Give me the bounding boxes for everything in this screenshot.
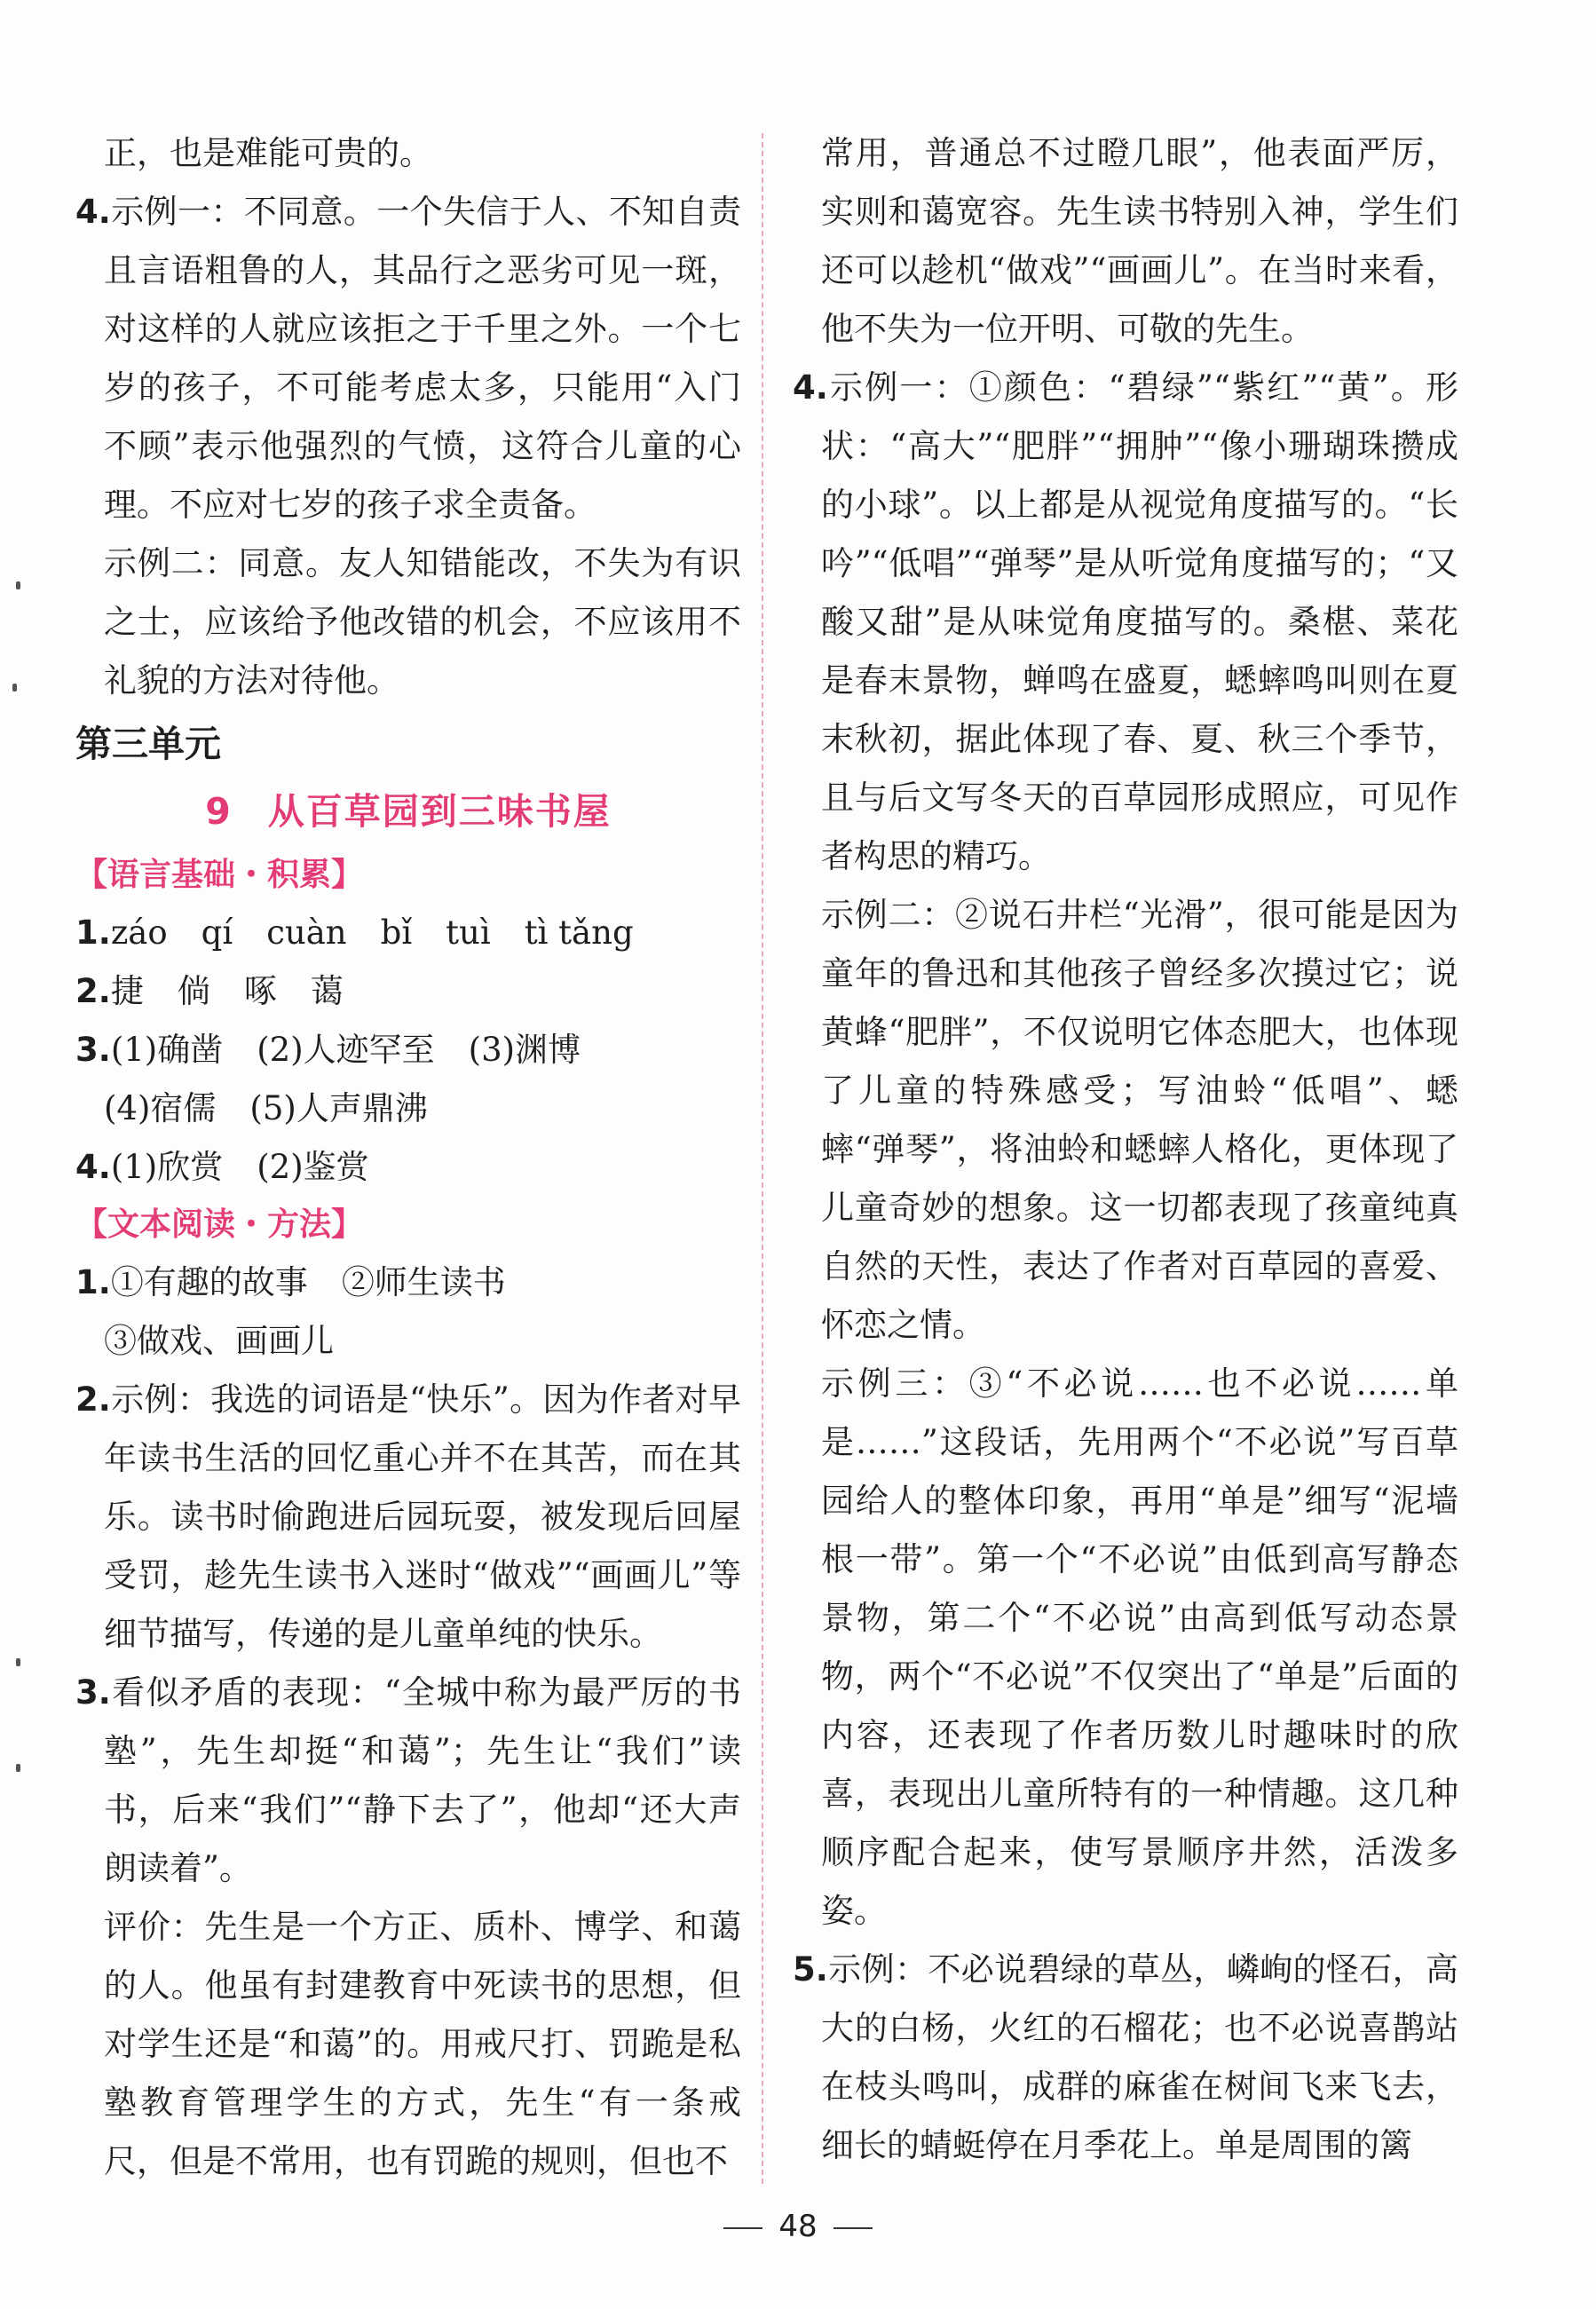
answer-number: 4. (793, 368, 828, 407)
page-number: 48 (778, 2209, 818, 2244)
reading-answer-3 (75, 1664, 741, 1898)
continued-answer-line: 正，也是难能可贵的。 (104, 134, 432, 172)
word-item: (3)渊博 (468, 1031, 581, 1069)
reading-answer-1-line-2: ③做戏、画画儿 (104, 1322, 334, 1360)
pinyin-item: cuàn (266, 913, 347, 952)
answer-text: 示例：我选的词语是“快乐”。因为作者对早年读书生活的回忆重心并不在其苦，而在其乐。读书时偷跑进后园玩耍，被发现后回屋受罚，趁先生读书入迷时“做戏”“画画儿”等细节描写，传递的是儿童单纯的快乐。 (104, 1380, 741, 1653)
reading-answer-2 (75, 1371, 741, 1664)
word-item: (4)宿儒 (104, 1089, 217, 1127)
basics-answer-2 (75, 962, 741, 1021)
reading-answer-1 (75, 1253, 741, 1312)
reading-answer-3-continued: 常用，普通总不过瞪几眼”，他表面严厉，实则和蔼宽容。先生读书特别入神，学生们还可以趁机“做戏”“画画儿”。在当时来看，他不失为一位开明、可敬的先生。 (821, 134, 1458, 348)
answer-number: 3. (75, 1673, 111, 1712)
answer-text: 示例一：不同意。一个失信于人、不知自责且言语粗鲁的人，其品行之恶劣可见一斑，对这样的人就应该拒之于千里之外。一个七岁的孩子，不可能考虑太多，只能用“入门不顾”表示他强烈的气愤，这符合儿童的心理。不应对七岁的孩子求全责备。 (104, 193, 741, 524)
answer-number: 2. (75, 1380, 111, 1419)
answer-4-example-2: 示例二：同意。友人知错能改，不失为有识之士，应该给予他改错的机会，不应该用不礼貌的方法对待他。 (104, 544, 741, 700)
reading-answer-5 (793, 1941, 1458, 2175)
answer-number: 2. (75, 972, 111, 1010)
answer-number: 1. (75, 1263, 111, 1301)
footer-dash-left (723, 2227, 762, 2229)
word-item: (1)确凿 (110, 1031, 224, 1069)
pinyin-item: qí (201, 913, 233, 952)
word-item: (1)欣赏 (110, 1148, 224, 1186)
character-item: 倘 (177, 972, 210, 1010)
basics-answer-4 (75, 1138, 741, 1197)
basics-answer-3 (75, 1021, 741, 1079)
answer-number: 4. (75, 1148, 111, 1186)
section-heading-language: 【语言基础・积累】 (75, 857, 364, 893)
character-item: 蔼 (310, 972, 344, 1010)
lesson-title (75, 776, 741, 847)
column-divider (762, 133, 763, 2184)
scan-speck (16, 581, 20, 589)
reading-answer-4 (793, 359, 1458, 886)
answer-text: 示例：不必说碧绿的草丛，嶙峋的怪石，高大的白杨，火红的石榴花；也不必说喜鹊站在枝头鸣叫，成群的麻雀在树间飞来飞去，细长的蜻蜓停在月季花上。单是周围的篱 (821, 1950, 1458, 2164)
pinyin-item: tuì (446, 913, 491, 952)
pinyin-item: záo (110, 913, 168, 952)
lesson-number: 9 (205, 790, 233, 833)
answer-number: 5. (793, 1950, 828, 1989)
character-item: 捷 (110, 972, 144, 1010)
footer-dash-right (834, 2227, 873, 2229)
unit-title: 第三单元 (75, 723, 221, 765)
answer-number: 4. (75, 193, 111, 231)
answer-item: ②师生读书 (341, 1263, 506, 1301)
answer-text: 示例一：①颜色：“碧绿”“紫红”“黄”。形状：“高大”“肥胖”“拥肿”“像小珊瑚珠攒成的小球”。以上都是从视觉角度描写的。“长吟”“低唱”“弹琴”是从听觉角度描写的；“又酸又甜”是从味觉角度描写的。桑椹、菜花是春末景物，蝉鸣在盛夏，蟋蟀鸣叫则在夏末秋初，据此体现了春、夏、秋三个季节，且与后文写冬天的百草园形成照应，可见作者构思的精巧。 (821, 368, 1458, 875)
pinyin-item: tì tǎng (524, 913, 634, 952)
scan-speck (12, 684, 17, 692)
answer-text: 看似矛盾的表现：“全城中称为最严厉的书塾”，先生却挺“和蔼”；先生让“我们”读书，后来“我们”“静下去了”，他却“还大声朗读着”。 (104, 1673, 741, 1887)
answer-number: 1. (75, 913, 111, 952)
scan-speck (16, 1764, 20, 1772)
right-column (793, 124, 1458, 2175)
answer-4 (75, 183, 741, 534)
lesson-name: 从百草园到三味书屋 (267, 790, 612, 833)
answer-number: 3. (75, 1031, 111, 1069)
section-heading-reading: 【文本阅读・方法】 (75, 1206, 364, 1243)
page-footer (0, 2209, 1596, 2244)
answer-item: ①有趣的故事 (110, 1263, 308, 1301)
left-column (75, 124, 741, 2191)
scan-speck (16, 1658, 20, 1666)
reading-answer-3-evaluation: 评价：先生是一个方正、质朴、博学、和蔼的人。他虽有封建教育中死读书的思想，但对学生还是“和蔼”的。用戒尺打、罚跪是私塾教育管理学生的方式，先生“有一条戒尺，但是不常用，也有罚跪的规则，但也不 (104, 1908, 741, 2180)
word-item: (2)人迹罕至 (257, 1031, 435, 1069)
character-item: 啄 (243, 972, 277, 1010)
word-item: (2)鉴赏 (257, 1148, 369, 1186)
basics-answer-1 (75, 904, 741, 962)
basics-answer-3-line-2 (75, 1079, 741, 1138)
word-item: (5)人声鼎沸 (249, 1089, 428, 1127)
reading-answer-4-example-2: 示例二：②说石井栏“光滑”，很可能是因为童年的鲁迅和其他孩子曾经多次摸过它；说黄蜂“肥胖”，不仅说明它体态肥大，也体现了儿童的特殊感受；写油蛉“低唱”、蟋蟀“弹琴”，将油蛉和蟋蟀人格化，更体现了儿童奇妙的想象。这一切都表现了孩童纯真自然的天性，表达了作者对百草园的喜爱、怀恋之情。 (821, 896, 1458, 1344)
reading-answer-4-example-3: 示例三：③“不必说……也不必说……单是……”这段话，先用两个“不必说”写百草园给人的整体印象，再用“单是”细写“泥墙根一带”。第一个“不必说”由低到高写静态景物，第二个“不必说”由高到低写动态景物，两个“不必说”不仅突出了“单是”后面的内容，还表现了作者历数儿时趣味时的欣喜，表现出儿童所特有的一种情趣。这几种顺序配合起来，使写景顺序井然，活泼多姿。 (821, 1364, 1458, 1930)
pinyin-item: bǐ (380, 913, 413, 952)
